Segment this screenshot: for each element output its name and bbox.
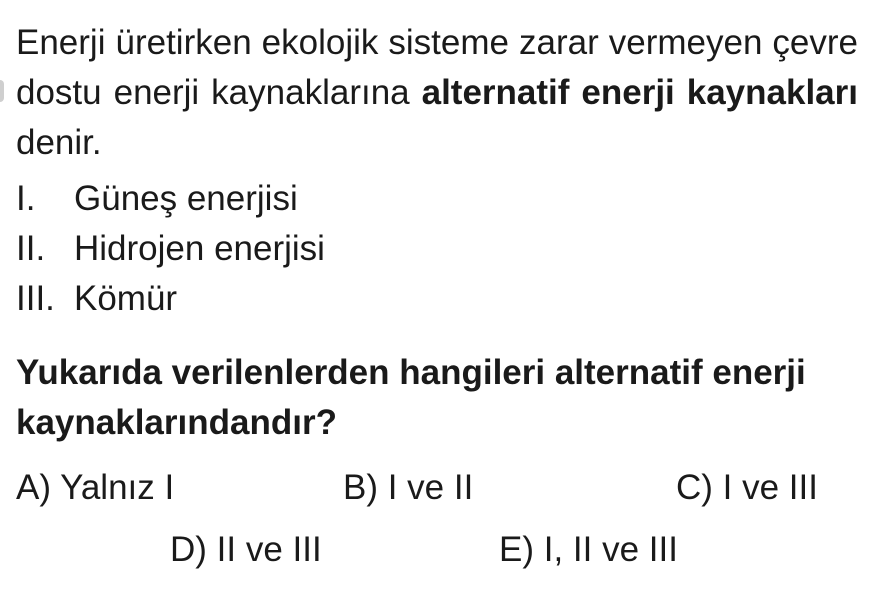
question-prompt: Yukarıda verilenlerden hangileri alternatif enerji kaynaklarındandır?: [16, 353, 806, 442]
statement-item-3: [16, 274, 858, 324]
statement-text: Kömür: [74, 279, 178, 318]
answer-option-e[interactable]: E) I, II ve III: [499, 530, 678, 569]
statement-text: Güneş enerjisi: [74, 179, 298, 218]
statement-item-2: [16, 224, 858, 274]
answer-option-d[interactable]: D) II ve III: [170, 530, 322, 569]
statement-number: III.: [16, 279, 55, 318]
statement-number: I.: [16, 179, 36, 218]
answer-option-a[interactable]: A) Yalnız I: [16, 468, 175, 507]
answer-option-c[interactable]: C) I ve III: [676, 468, 818, 507]
stem-text-end: denir.: [16, 123, 102, 162]
answer-option-b[interactable]: B) I ve II: [343, 468, 474, 507]
stem-text-start: Enerji üretirken ekolojik sisteme zarar vermeyen çevre dostu enerji kaynaklarına: [16, 23, 858, 112]
statement-item-1: [16, 174, 858, 224]
statement-text: Hidrojen enerjisi: [74, 229, 325, 268]
statement-number: II.: [16, 229, 46, 268]
stem-bold-term: alternatif enerji kaynakları: [421, 73, 858, 112]
statement-list: [16, 174, 858, 324]
question-stem: [16, 18, 858, 168]
question-block: [16, 18, 858, 448]
margin-mark: [0, 80, 4, 102]
